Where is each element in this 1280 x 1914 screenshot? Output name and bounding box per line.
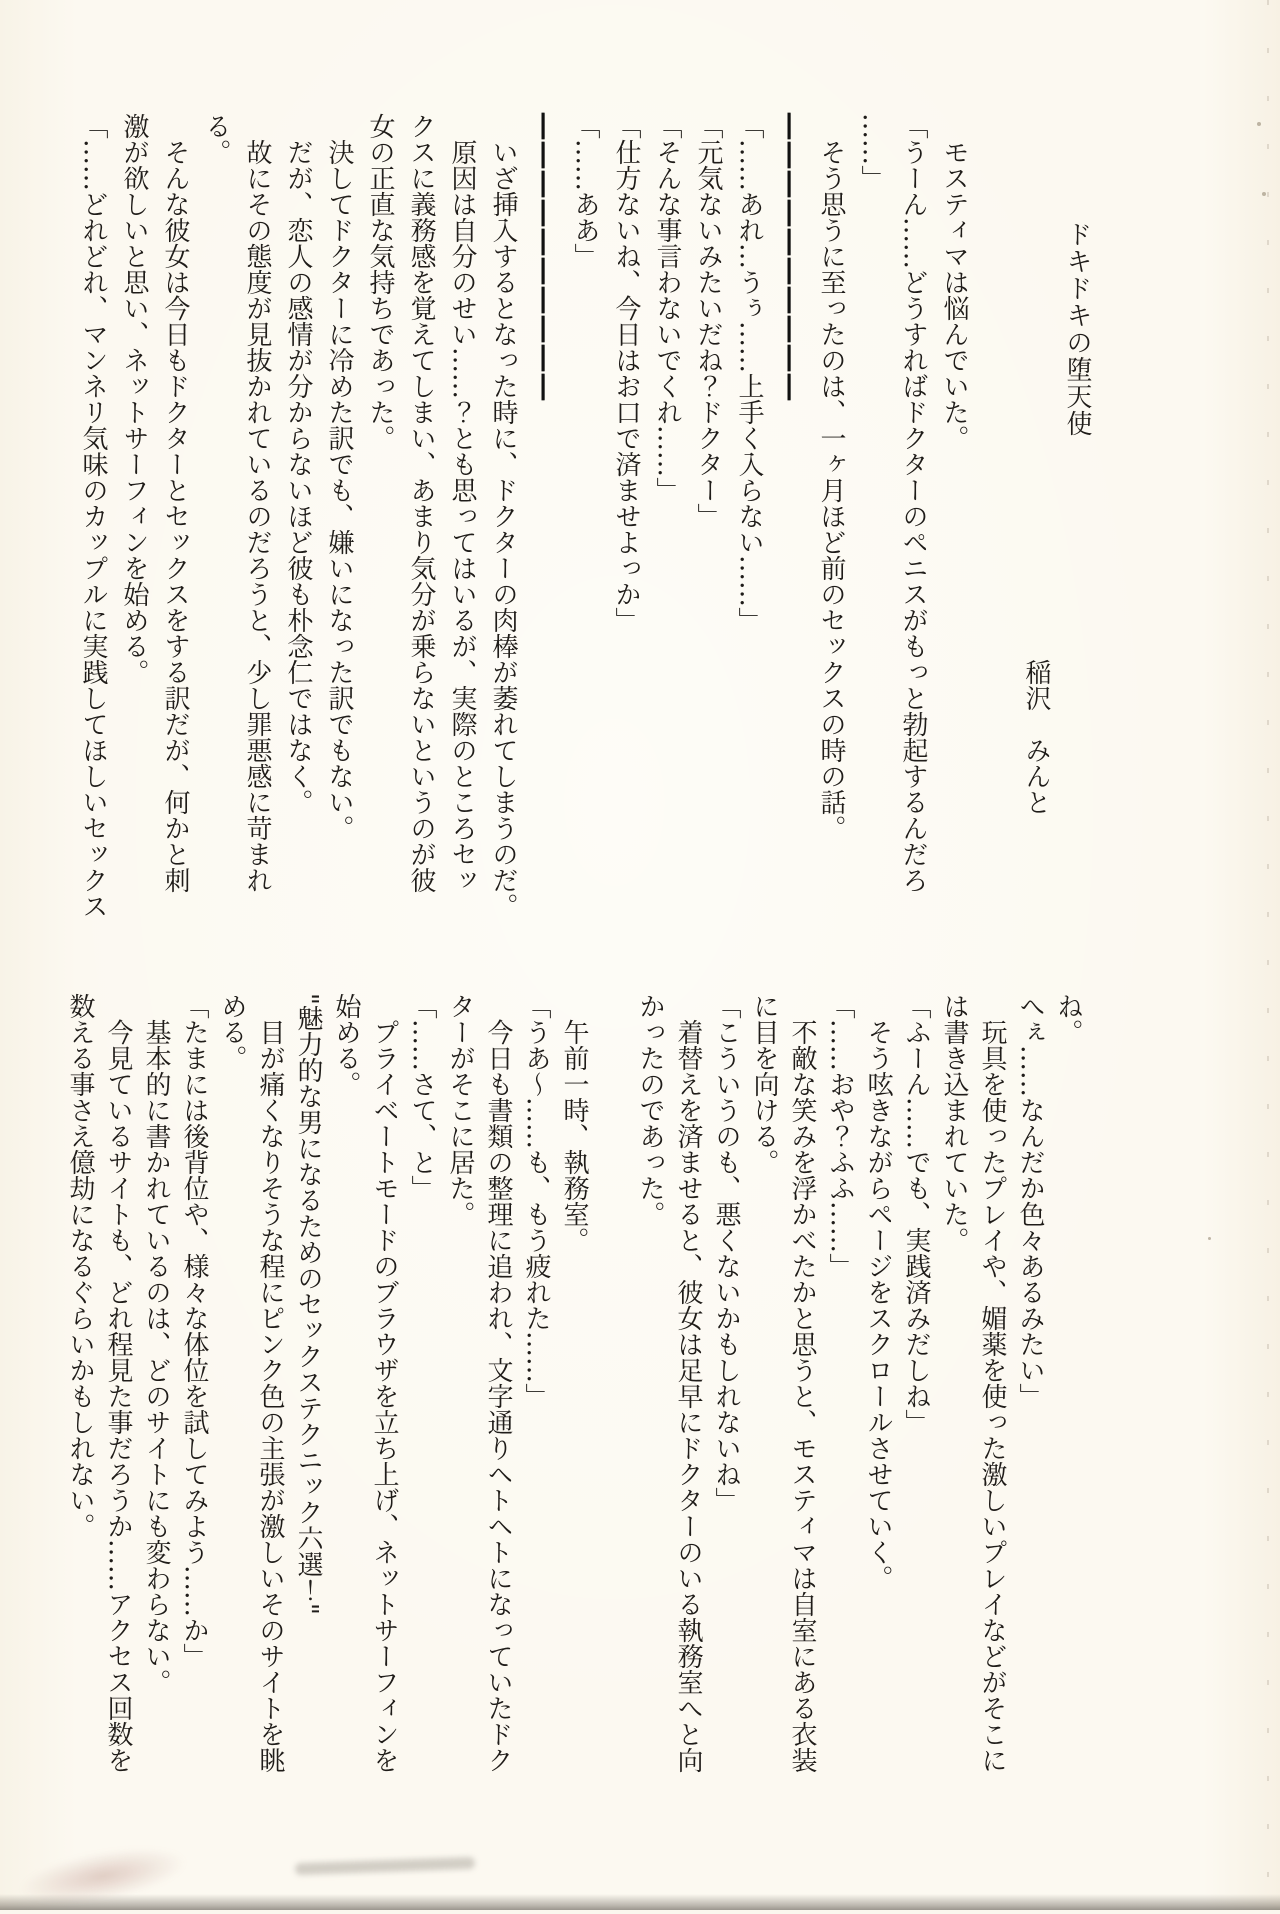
body-line: 「……さて、と」 [407,993,437,1201]
body-line: 「うーん……どうすればドクターのペニスがもっと勃起するんだろ [898,113,928,893]
body-line: 目が痛くなりそうな程にピンク色の主張が激しいそのサイトを眺 [255,993,285,1773]
body-line: 決してドクターに冷めた訳でも、嫌いになった訳でもない。 [324,113,354,841]
body-line: ターがそこに居た。 [445,993,475,1227]
body-line: 午前一時、執務室。 [559,993,589,1253]
body-line: クスに義務感を覚えてしまい、あまり気分が乗らないというのが彼 [406,113,436,893]
body-line: 「たまには後背位や、様々な体位を試してみよう……か」 [179,993,209,1669]
body-line: かったのであった。 [635,993,665,1227]
body-line: 「……おや？ふふ……」 [825,993,855,1279]
divider-line: ―――――――――― [775,113,805,403]
top-text-block [72,113,1097,919]
body-line: 始める。 [331,993,361,1097]
body-line: 玩具を使ったプレイや、媚薬を使った激しいプレイなどがそこに [977,993,1007,1773]
body-line: 原因は自分のせい……？とも思ってはいるが、実際のところセッ [447,113,477,893]
scan-speck [1208,1237,1211,1240]
body-line: 「うあ～……も、もう疲れた……」 [521,993,551,1409]
body-line: プライベートモードのブラウザを立ち上げ、ネットサーフィンを [369,993,399,1773]
body-line: は書き込まれていた。 [939,993,969,1253]
body-line: 着替えを済ませると、彼女は足早にドクターのいる執務室へと向 [673,993,703,1773]
spacer-line [974,113,1015,919]
page-edge-line [1267,0,1269,1910]
body-line: ……」 [857,113,887,191]
body-line: に目を向ける。 [749,993,779,1175]
divider-line: ―――――――――― [529,113,559,403]
scan-speck [1262,192,1266,196]
body-line: そう呟きながらページをスクロールさせていく。 [863,993,893,1591]
body-line: 今日も書類の整理に追われ、文字通りヘトヘトになっていたドク [483,993,513,1773]
body-line: 「……あれ…うぅ……上手く入らない……」 [734,113,764,633]
body-line: 基本的に書かれているのは、どのサイトにも変わらない。 [141,993,171,1695]
body-line: 「元気ないみたいだね？ドクター」 [693,113,723,529]
body-line: だが、恋人の感情が分からないほど彼も朴念仁ではなく。 [283,113,313,815]
body-line: 「こういうのも、悪くないかもしれないね」 [711,993,741,1513]
body-line: る。 [201,113,231,165]
body-line: 「そんな事言わないでくれ……」 [652,113,682,503]
bottom-text-block [61,993,1087,1773]
body-line: 女の正直な気持ちであった。 [365,113,395,451]
body-line: へぇ……なんだか色々あるみたい」 [1015,993,1045,1409]
body-line: いざ挿入するとなった時に、ドクターの肉棒が萎れてしまうのだ。 [488,113,518,919]
body-line: 「……どれどれ、マンネリ気味のカップルに実践してほしいセックス [78,113,108,919]
scan-speck [1257,122,1261,126]
body-line: 激が欲しいと思い、ネットサーフィンを始める。 [119,113,149,685]
scan-smudge-corner [15,1838,191,1914]
body-line: 「仕方ないね、今日はお口で済ませよっか」 [611,113,641,633]
body-line: 「……ああ」 [570,113,600,269]
title-line: ドキドキの堕天使 [1062,113,1092,437]
scan-shadow-bottom [0,1894,1280,1910]
body-line: そう思うに至ったのは、一ヶ月ほど前のセックスの時の話。 [816,113,846,841]
body-line: ね。 [1053,993,1083,1045]
body-line: 数える事さえ億劫になるぐらいかもしれない。 [65,993,95,1539]
scan-streak-bottom [295,1857,475,1875]
body-line: モスティマは悩んでいた。 [939,113,969,451]
author-line: 稲沢 みんと [1021,113,1051,815]
body-line: める。 [217,993,247,1071]
body-line: 不敵な笑みを浮かべたかと思うと、モスティマは自室にある衣装 [787,993,817,1773]
body-line: "魅力的な男になるためのセックステクニック六選！" [293,993,323,1615]
body-line: そんな彼女は今日もドクターとセックスをする訳だが、何かと刺 [160,113,190,893]
body-line: 今見ているサイトも、どれ程見た事だろうか……アクセス回数を [103,993,133,1773]
body-line: 「ふーん……でも、実践済みだしね」 [901,993,931,1435]
spacer-line [593,993,631,1773]
body-line: 故にその態度が見抜かれているのだろうと、少し罪悪感に苛まれ [242,113,272,893]
